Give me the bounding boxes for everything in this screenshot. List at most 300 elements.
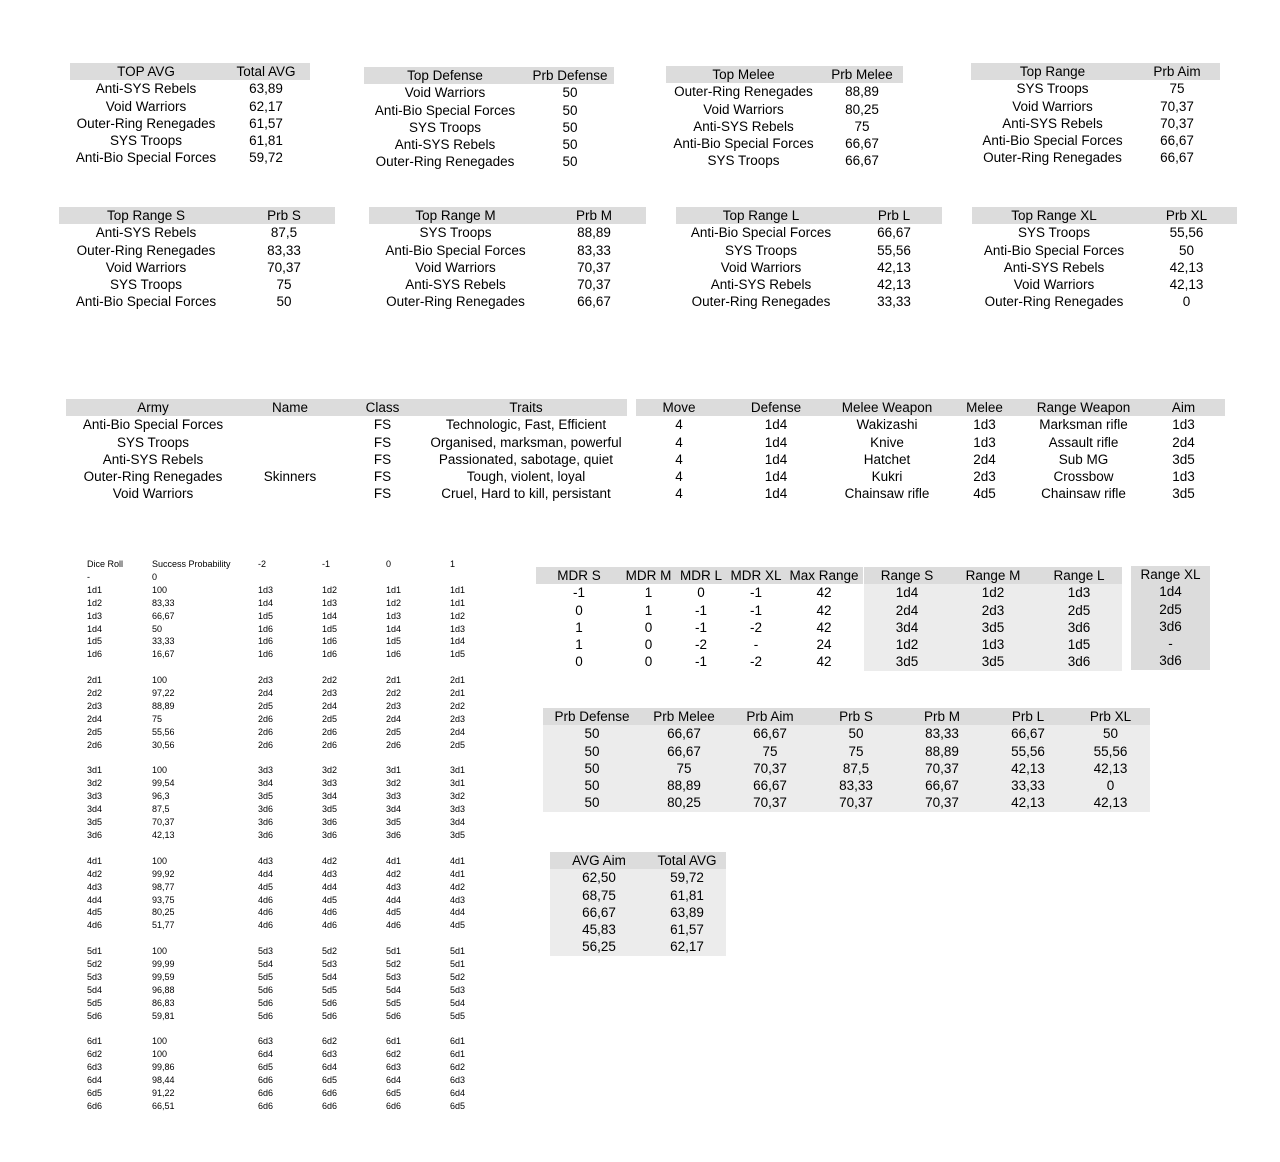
dice-cell: 3d1 — [450, 765, 466, 776]
dice-cell: 1d3 — [258, 584, 274, 595]
dice-cell: 2d6 — [258, 713, 274, 724]
dice-cell: 3d6 — [322, 830, 338, 840]
dice-cell: 4d3 — [386, 881, 402, 892]
dice-cell: 1d2 — [386, 597, 402, 608]
dice-cell: 93,75 — [152, 894, 175, 905]
prb-cell: 66,67 — [727, 725, 813, 742]
top-table-cell: 33,33 — [877, 294, 911, 310]
range-cell: 1d3 — [1036, 584, 1122, 601]
range-xl-cell: 3d6 — [1131, 618, 1210, 635]
top-table-header: Prb M — [542, 207, 646, 224]
mdr-cell: -1 — [749, 585, 762, 601]
top-table-cell: 55,56 — [877, 242, 911, 258]
dice-cell: 2d6 — [87, 739, 103, 750]
dice-row — [87, 635, 480, 648]
dice-row — [87, 919, 480, 932]
dice-cell: 6d5 — [322, 1075, 338, 1086]
dice-cell: 2d5 — [258, 700, 274, 711]
dice-cell: 6d2 — [450, 1062, 466, 1073]
mdr-cell: 1 — [644, 585, 653, 601]
dice-cell: 5d5 — [322, 984, 338, 995]
army-row — [66, 416, 627, 433]
army-row — [66, 434, 627, 451]
dice-cell: 5d1 — [450, 959, 466, 970]
dice-cell: 2d5 — [386, 726, 402, 737]
dice-cell: 5d2 — [450, 971, 466, 982]
dice-cell: 4d6 — [258, 907, 274, 918]
dice-cell: 6d6 — [258, 1100, 274, 1111]
mdr-cell: -2 — [694, 637, 707, 653]
army-cell: Anti-Bio Special Forces — [82, 417, 224, 433]
dice-cell: 6d6 — [87, 1100, 103, 1111]
top-table-cell: 75 — [1169, 81, 1185, 97]
mdr-cell: 42 — [816, 619, 832, 635]
dice-cell: 5d2 — [322, 946, 338, 957]
dice-cell: 99,54 — [152, 778, 175, 789]
dice-cell: 6d4 — [450, 1088, 466, 1099]
range-row — [864, 653, 1122, 670]
mdr-row — [536, 619, 863, 636]
dice-row — [87, 648, 480, 661]
top-range-s-table — [59, 207, 335, 311]
top-table-cell: Outer-Ring Renegades — [76, 242, 216, 258]
top-table-cell: 66,67 — [577, 294, 611, 310]
dice-row — [87, 610, 480, 623]
army-cell: Void Warriors — [112, 486, 194, 502]
avg-row — [550, 904, 726, 921]
dice-cell: 2d2 — [322, 675, 338, 686]
dice-cell: 4d1 — [87, 855, 103, 866]
prb-cell: 55,56 — [985, 743, 1071, 760]
army-cell: Outer-Ring Renegades — [83, 469, 223, 485]
prb-cell: 83,33 — [899, 725, 985, 742]
mdr-cell: 0 — [644, 619, 653, 635]
top-table-row — [972, 293, 1237, 310]
top-table-header: Prb XL — [1136, 207, 1237, 224]
mdr-cell: 24 — [816, 637, 832, 653]
prb-header: Prb Aim — [727, 708, 813, 725]
army-stats-cell: 1d4 — [764, 451, 788, 467]
dice-cell: 2d6 — [258, 739, 274, 750]
top-table-cell: 50 — [562, 102, 578, 118]
army-stats-cell: Chainsaw rifle — [844, 486, 930, 502]
dice-cell: 100 — [152, 946, 168, 957]
dice-cell: 4d2 — [386, 868, 402, 879]
mdr-row — [536, 584, 863, 601]
dice-cell: 5d6 — [258, 1010, 274, 1021]
top-table-row — [972, 276, 1237, 293]
dice-cell: 3d6 — [258, 817, 274, 828]
top-table-cell: Anti-Bio Special Forces — [75, 294, 217, 310]
top-table-row — [972, 242, 1237, 259]
dice-cell: 2d3 — [450, 713, 466, 724]
top-table-header: Top Range L — [676, 207, 846, 224]
dice-header: Success Probability — [152, 559, 231, 569]
top-table-cell: 42,13 — [1169, 259, 1204, 275]
dice-cell: 5d2 — [87, 959, 103, 970]
army-stats-cell: 4 — [675, 469, 683, 485]
top-table-cell: Anti-SYS Rebels — [1003, 259, 1105, 275]
top-table-header: Prb Defense — [526, 67, 614, 84]
top-table-row — [676, 293, 942, 310]
top-table-cell: 66,67 — [845, 153, 879, 169]
mdr-header: MDR XL — [727, 567, 785, 584]
dice-cell: 5d6 — [322, 1010, 338, 1021]
dice-header: -1 — [322, 559, 331, 569]
range-row — [864, 619, 1122, 636]
dice-cell: 3d1 — [450, 778, 466, 789]
dice-cell: 6d1 — [87, 1036, 103, 1047]
dice-cell: 1d1 — [87, 584, 103, 595]
mdr-cell: 0 — [697, 585, 705, 601]
top-table-header: Total AVG — [222, 63, 310, 80]
top-table-cell: 0 — [1182, 294, 1191, 310]
army-stats-header: Aim — [1142, 399, 1225, 416]
prb-cell: 88,89 — [641, 777, 727, 794]
dice-cell: 3d6 — [322, 817, 338, 828]
army-stats-cell: Crossbow — [1053, 469, 1114, 485]
top-table-row — [369, 259, 646, 276]
dice-cell: 4d5 — [87, 907, 103, 918]
army-cell — [240, 434, 340, 451]
dice-cell: 91,22 — [152, 1088, 175, 1099]
dice-cell: 1d3 — [87, 610, 103, 621]
dice-cell: 3d4 — [258, 778, 274, 789]
range-header: Range M — [950, 567, 1036, 584]
top-table-row — [666, 152, 903, 169]
dice-cell: 1d5 — [87, 636, 103, 647]
top-table-row — [971, 98, 1220, 115]
dice-cell: 3d4 — [386, 804, 402, 815]
top-avg-table — [70, 63, 310, 167]
dice-cell: 5d6 — [322, 997, 338, 1008]
army-stats-cell: 1d4 — [764, 469, 788, 485]
dice-cell: 1d4 — [386, 623, 402, 634]
dice-cell: 4d3 — [322, 868, 338, 879]
mdr-cell: 0 — [575, 654, 583, 670]
dice-cell: 5d4 — [258, 959, 274, 970]
top-range-xl-table — [972, 207, 1237, 311]
top-table-header: Top Defense — [364, 67, 526, 84]
prb-row — [543, 725, 1071, 742]
army-stats-cell: Kukri — [871, 469, 903, 485]
dice-cell: 1d6 — [322, 636, 338, 647]
dice-cell: 2d6 — [386, 739, 402, 750]
top-table-cell: Outer-Ring Renegades — [691, 294, 831, 310]
dice-cell: 2d1 — [87, 675, 103, 686]
top-table-header: Prb L — [846, 207, 942, 224]
dice-row — [87, 816, 480, 829]
dice-cell: 1d2 — [322, 584, 338, 595]
dice-cell: 100 — [152, 855, 168, 866]
top-table-cell: 75 — [854, 118, 870, 134]
dice-cell: 1d3 — [386, 610, 402, 621]
prb-xl-cell: 55,56 — [1071, 743, 1150, 760]
prb-cell: 42,13 — [985, 760, 1071, 777]
top-table-cell: Outer-Ring Renegades — [386, 294, 525, 310]
prb-xl-cell: 42,13 — [1071, 794, 1150, 811]
range-cell: 3d5 — [950, 619, 1036, 636]
dice-cell: 6d4 — [322, 1062, 338, 1073]
dice-cell: 4d1 — [450, 868, 466, 879]
prb-cell: 75 — [727, 743, 813, 760]
dice-cell: 2d3 — [386, 700, 402, 711]
mdr-cell: 0 — [644, 654, 653, 670]
dice-cell: 6d4 — [87, 1075, 103, 1086]
dice-cell: 3d3 — [87, 791, 103, 802]
top-table-row — [971, 115, 1220, 132]
army-stats-cell: 1d4 — [764, 486, 788, 502]
prb-xl-cell: 42,13 — [1071, 760, 1150, 777]
prb-cell: 75 — [813, 743, 899, 760]
dice-cell: 1d6 — [258, 636, 274, 647]
dice-cell: 80,25 — [152, 907, 175, 918]
dice-cell: 33,33 — [152, 636, 175, 647]
army-table — [66, 399, 627, 503]
dice-cell: 4d6 — [258, 920, 274, 931]
mdr-header: MDR M — [622, 567, 675, 584]
army-cell: FS — [373, 469, 392, 485]
army-stats-cell: 4 — [675, 486, 683, 502]
top-table-cell: 80,25 — [845, 101, 879, 117]
dice-cell: 30,56 — [152, 739, 175, 750]
top-table-cell: Anti-SYS Rebels — [1002, 115, 1103, 131]
mdr-cell: 42 — [816, 654, 832, 670]
dice-cell: 4d6 — [322, 907, 338, 918]
dice-header: Dice Roll — [87, 559, 124, 569]
dice-row — [87, 1087, 480, 1100]
prb-cell: 88,89 — [899, 743, 985, 760]
top-table-cell: 50 — [562, 85, 578, 101]
dice-cell: 100 — [152, 765, 168, 776]
top-table-cell: SYS Troops — [408, 119, 482, 135]
avg-cell: 63,89 — [648, 904, 726, 921]
top-table-header: Top Range — [971, 63, 1134, 80]
dice-row — [87, 984, 480, 997]
mdr-cell: -1 — [694, 602, 707, 618]
top-table-cell: Void Warriors — [105, 259, 187, 275]
army-stats-cell: 1d3 — [973, 417, 996, 433]
army-stats-table — [636, 399, 1225, 503]
range-cell: 3d5 — [950, 653, 1036, 670]
dice-row — [87, 1035, 480, 1048]
dice-cell: 4d5 — [258, 881, 274, 892]
dice-cell: 5d5 — [450, 1010, 466, 1021]
dice-cell: 3d2 — [386, 778, 402, 789]
dice-cell: 3d2 — [322, 765, 338, 776]
dice-cell: 2d2 — [386, 688, 402, 699]
top-table-cell: Anti-SYS Rebels — [693, 118, 794, 134]
army-stats-cell: Sub MG — [1058, 451, 1109, 467]
avg-cell: 45,83 — [550, 921, 648, 938]
army-cell: FS — [373, 486, 392, 502]
dice-cell: 2d5 — [322, 713, 338, 724]
top-table-row — [971, 80, 1220, 97]
top-table-cell: 70,37 — [1160, 98, 1194, 114]
dice-cell: 4d1 — [450, 855, 466, 866]
prb-cell: 33,33 — [985, 777, 1071, 794]
range-cell: 3d5 — [864, 653, 950, 670]
mdr-cell: -2 — [749, 619, 762, 635]
range-table — [864, 567, 1122, 671]
dice-cell: 1d6 — [87, 649, 103, 660]
dice-cell: 6d3 — [87, 1062, 103, 1073]
dice-cell: 2d3 — [322, 688, 338, 699]
dice-cell: 2d4 — [258, 688, 274, 699]
top-table-row — [666, 118, 903, 135]
dice-cell: 96,88 — [152, 984, 175, 995]
army-stats-cell: Hatchet — [863, 451, 911, 467]
top-table-row — [666, 83, 903, 100]
range-cell: 3d6 — [1036, 619, 1122, 636]
top-table-row — [59, 224, 335, 241]
mdr-cell: - — [753, 637, 759, 653]
dice-cell: 99,86 — [152, 1062, 175, 1073]
dice-cell: 5d6 — [258, 984, 274, 995]
dice-row — [87, 906, 480, 919]
top-table-cell: 55,56 — [1169, 225, 1204, 241]
army-cell: FS — [373, 434, 392, 450]
top-table-cell: Anti-Bio Special Forces — [983, 242, 1125, 258]
dice-row — [87, 945, 480, 958]
mdr-cell: -1 — [694, 654, 707, 670]
dice-cell: 2d4 — [450, 726, 466, 737]
top-table-cell: SYS Troops — [1017, 225, 1091, 241]
dice-cell: 99,59 — [152, 971, 175, 982]
dice-cell: 2d2 — [87, 688, 103, 699]
dice-cell: 1d5 — [450, 649, 466, 660]
army-stats-header: Range Weapon — [1025, 399, 1142, 416]
dice-cell: 4d2 — [322, 855, 338, 866]
range-cell: 1d2 — [950, 584, 1036, 601]
dice-cell: 5d3 — [322, 959, 338, 970]
prb-xl-cell: 0 — [1071, 777, 1150, 794]
dice-cell: 3d3 — [386, 791, 402, 802]
army-stats-header: Move — [636, 399, 722, 416]
dice-cell: 100 — [152, 584, 168, 595]
dice-row — [87, 623, 480, 636]
range-cell: 2d3 — [950, 602, 1036, 619]
mdr-cell: 1 — [575, 637, 583, 653]
top-table-row — [972, 224, 1237, 241]
dice-row — [87, 1061, 480, 1074]
top-table-cell: 42,13 — [1169, 277, 1204, 293]
top-table-cell: Anti-SYS Rebels — [95, 81, 197, 97]
dice-row — [87, 881, 480, 894]
army-stats-cell: 3d5 — [1172, 451, 1195, 467]
top-table-cell: Void Warriors — [415, 259, 496, 275]
prb-row — [543, 743, 1071, 760]
range-cell: 1d2 — [864, 636, 950, 653]
top-table-row — [364, 84, 614, 101]
army-stats-header: Melee Weapon — [830, 399, 944, 416]
dice-row — [87, 713, 480, 726]
avg-cell: 68,75 — [550, 887, 648, 904]
dice-row — [87, 584, 480, 597]
dice-cell: 6d6 — [258, 1075, 274, 1086]
top-table-cell: Anti-Bio Special Forces — [982, 133, 1123, 149]
army-stats-header: Defense — [722, 399, 830, 416]
dice-header: 0 — [386, 559, 392, 569]
top-table-cell: 50 — [562, 154, 578, 170]
dice-row — [87, 971, 480, 984]
top-defense-table — [364, 67, 614, 171]
dice-cell: 1d6 — [258, 649, 274, 660]
dice-cell: 4d3 — [87, 881, 103, 892]
top-table-row — [666, 135, 903, 152]
mdr-cell: 0 — [644, 637, 653, 653]
dice-cell: 4d2 — [450, 881, 466, 892]
top-range-l-table — [676, 207, 942, 311]
dice-cell: 6d3 — [450, 1075, 466, 1086]
dice-cell: 98,44 — [152, 1075, 175, 1086]
dice-cell: 50 — [152, 623, 163, 634]
dice-cell: 97,22 — [152, 688, 175, 699]
dice-cell: 5d4 — [87, 984, 103, 995]
prb-cell: 70,37 — [899, 794, 985, 811]
top-table-row — [59, 242, 335, 259]
top-table-row — [70, 132, 310, 149]
dice-cell: 3d2 — [450, 791, 466, 802]
dice-cell: 1d6 — [386, 649, 402, 660]
mdr-cell: 0 — [575, 602, 583, 618]
dice-cell: 3d6 — [258, 830, 274, 840]
dice-row — [87, 868, 480, 881]
avg-cell: 61,81 — [648, 887, 726, 904]
range-row — [864, 584, 1122, 601]
army-stats-cell: 1d4 — [764, 417, 788, 433]
dice-cell: 5d3 — [450, 984, 466, 995]
top-table-row — [676, 276, 942, 293]
dice-cell: 6d3 — [386, 1062, 402, 1073]
top-table-row — [369, 224, 646, 241]
top-table-cell: Outer-Ring Renegades — [674, 84, 813, 100]
dice-cell: 4d6 — [322, 920, 338, 931]
top-table-cell: 63,89 — [249, 81, 283, 97]
dice-cell: 5d5 — [386, 997, 402, 1008]
dice-row — [87, 829, 480, 842]
army-cell: Anti-SYS Rebels — [102, 451, 204, 467]
top-table-row — [971, 149, 1220, 166]
dice-cell: 2d1 — [450, 688, 466, 699]
dice-cell: 99,92 — [152, 868, 175, 879]
dice-cell: 6d3 — [322, 1049, 338, 1060]
dice-cell: - — [87, 571, 90, 582]
dice-table — [87, 558, 480, 1113]
dice-cell: 66,67 — [152, 610, 175, 621]
army-row — [66, 468, 627, 485]
top-table-cell: 66,67 — [877, 225, 911, 241]
avg-cell: 61,57 — [648, 921, 726, 938]
prb-cell: 70,37 — [899, 760, 985, 777]
range-cell: 3d4 — [864, 619, 950, 636]
dice-row — [87, 726, 480, 739]
top-table-cell: 50 — [562, 119, 578, 135]
dice-cell: 1d6 — [258, 623, 274, 634]
prb-cell: 50 — [543, 760, 641, 777]
top-table-cell: Anti-Bio Special Forces — [673, 136, 814, 152]
range-xl-header: Range XL — [1131, 566, 1210, 583]
top-table-row — [59, 293, 335, 310]
army-header: Name — [240, 399, 340, 416]
prb-header: Prb M — [899, 708, 985, 725]
dice-cell: 4d3 — [258, 855, 274, 866]
dice-cell: 5d6 — [258, 997, 274, 1008]
top-table-cell: 50 — [1178, 242, 1195, 258]
top-table-cell: SYS Troops — [109, 277, 183, 293]
prb-cell: 70,37 — [727, 794, 813, 811]
army-cell: Organised, marksman, powerful — [430, 434, 622, 450]
